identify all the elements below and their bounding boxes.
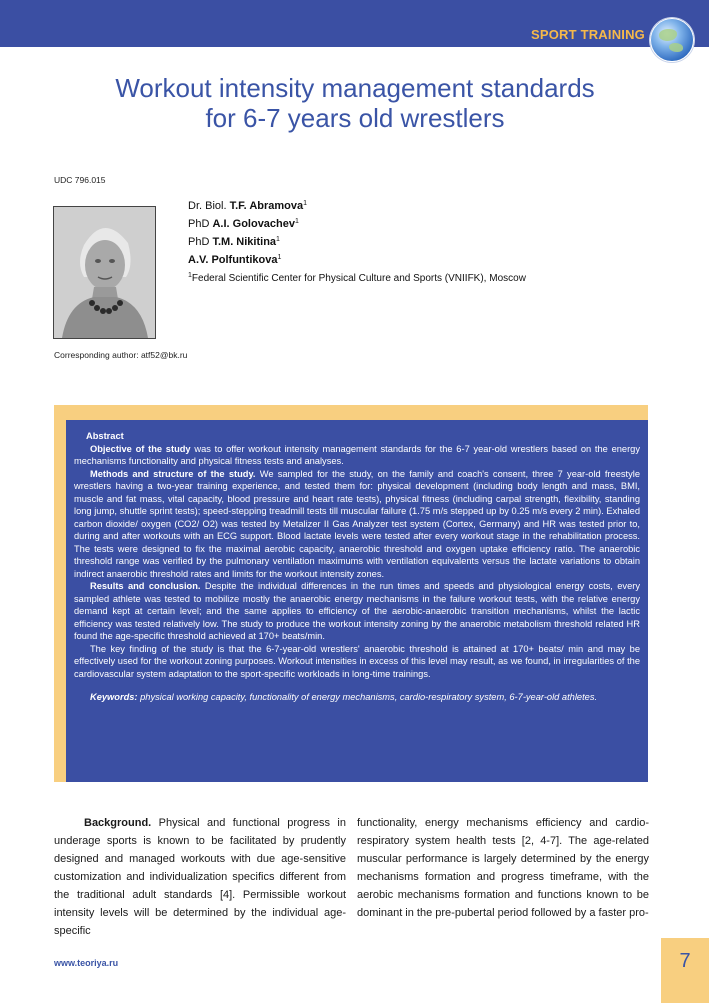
body-column-left [54,814,346,940]
body-column-right [357,814,649,922]
author-line: Dr. Biol. T.F. Abramova$^1$ [188,200,308,212]
title-line-1: Workout intensity management standards [115,73,595,103]
abstract-methods: Methods and structure of the study. We sampled for the study, on the family and coach's consent, three 7 year-old freestyle wrestlers having a two-year training experience, and tested them for: physical development (including body length and mass, BMI, muscle and fat mass, vital capacity, blood pressure and heart rate tests), physical fitness (including carpal strength, flexibility, standing long jump, shuttle sprint tests); speed-stepping treadmill tests till muscular failure (1.75 m/s stepped up by 0.25 m/s every 2 min). Exhaled carbon dioxide/ oxygen (CO2/ O2) was tested by Metalizer II Gas Analyzer test system (Cortex, Germany) and HR was tested prior to, during and after workouts with an ECG support. Blood lactate levels were tested after every workout stage in the rehabilitation process. The tests were designed to fix the maximal aerobic capacity, anaerobic threshold and oxygen uptake efficiency ratio. The anaerobic threshold range was verified by the pulmonary ventilation maximums with ventilation equivalents versus the lactate variations to obtain indirect anaerobic threshold rates and limits for the workout intensity zones. [74,468,640,579]
body-paragraph: Background. Physical and functional progress in underage sports is known to be facilitated by prudently designed and managed workouts with due age-sensitive customization and individualization specifics different from the traditional adult standards [4]. Permissible workout intensity levels will be determined by the individual age-specific [54,817,346,937]
abstract-results: Results and conclusion. Despite the individual differences in the run times and speeds and physiological energy costs, every sampled athlete was tested to mobilize mostly the anaerobic energy mechanisms in the failure workout tests, with the relative energy demand kept at certain level; and the same applies to efficiency of the aerobic-anaerobic transition mechanisms, whilst the lactic efficiency was tested relatively low. The study to produce the workout intensity zoning by the anaerobic metabolism threshold related HR found the age-specific threshold achieved at 170+ beats/min. [74,581,640,641]
page-number-box [661,938,709,1003]
abstract-objective: Objective of the study was to offer workout intensity management standards for the 6-7 year-old wrestlers based on the energy mechanisms functionality and physical fitness tests and analyses. [74,443,641,466]
corresponding-author: Corresponding author: atf52@bk.ru [54,350,188,360]
author-name: A.I. Golovachev [212,218,295,230]
author-name: T.M. Nikitina [212,236,277,248]
section-label: SPORT TRAINING [530,27,645,42]
udc-code: UDC 796.015 [54,175,106,185]
affiliation: $^1$Federal Scientific Center for Physical Culture and Sports (VNIIFK), Moscow [188,272,526,284]
abstract-keywords: Keywords: physical working capacity, functionality of energy mechanisms, cardio-respiratory system, 6-7-year-old athletes. [90,692,598,702]
author-name: A.V. Polfuntikova [188,254,278,266]
author-line: PhD A.I. Golovachev$^1$ [188,218,299,230]
article-title [40,73,670,133]
abstract-key-finding: The key finding of the study is that the 6-7-year-old wrestlers' anaerobic threshold is attained at 170+ beats/ min and may be effectively used for the workout zoning purposes. Workout intensities in excess of this level may result, as we found, in irregularities of the cardiovascular system adaptation to the sport-specific workloads in long-time trainings. [74,643,640,679]
author-line: A.V. Polfuntikova$^1$ [188,254,282,266]
page-number: 7 [679,950,691,972]
abstract-text [74,430,640,704]
title-line-2: for 6-7 years old wrestlers [205,103,505,133]
author-list [188,196,526,286]
author-photo [53,206,156,339]
body-paragraph: functionality, energy mechanisms efficiency and cardio-respiratory system health tests [2, 4-7]. The age-related muscular performance is largely determined by the energy mechanisms formation and progress timeframe, with the aerobic mechanisms formation and functions known to be dominant in the pre-pubertal period followed by a faster pro- [357,817,649,919]
author-name: T.F. Abramova [229,200,304,212]
globe-icon [650,18,694,62]
abstract-heading: Abstract [86,431,124,441]
author-line: PhD T.M. Nikitina$^1$ [188,236,280,248]
footer-url[interactable]: www.teoriya.ru [54,958,119,968]
